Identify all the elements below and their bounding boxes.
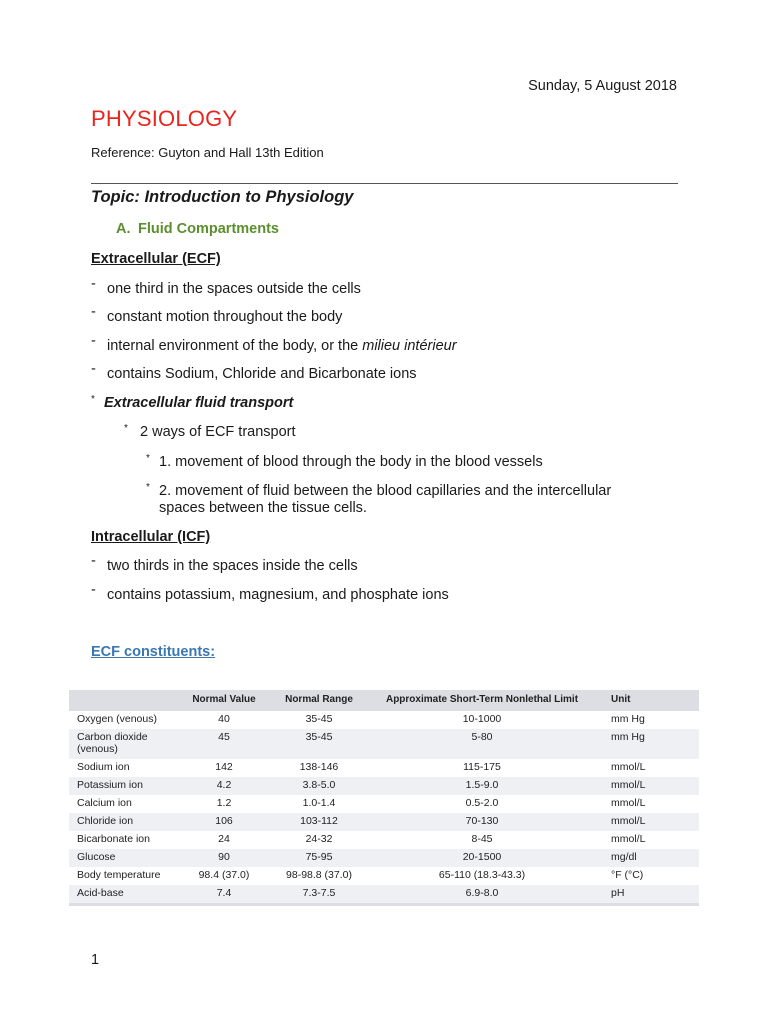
icf-heading: Intracellular (ICF) [91,529,211,545]
dash-bullet: - [91,276,96,292]
dash-bullet: - [91,304,96,320]
table-cell: 45 [218,731,230,743]
column-header: Normal Value [192,694,256,705]
table-cell: 103-112 [300,815,338,827]
star-bullet: * [146,453,150,464]
table-cell: mmol/L [611,797,646,809]
table-cell: 20-1500 [462,851,502,863]
table-cell: °F (°C) [611,869,644,881]
table-cell: 35-45 [305,731,333,743]
table-cell: 35-45 [305,713,333,725]
list-item-text: contains Sodium, Chloride and Bicarbonate ions [107,366,417,382]
table-cell: 4.2 [216,779,232,791]
table-cell: 70-130 [465,815,499,827]
table-cell: 1.0-1.4 [302,797,336,809]
table-cell: 75-95 [305,851,333,863]
table-cell: 7.4 [216,887,232,899]
table-cell: Acid-base [77,887,124,899]
table-cell: Carbon dioxide (venous) [77,731,148,755]
table-cell: 1.2 [216,797,232,809]
table-cell: Oxygen (venous) [77,713,157,725]
dash-bullet: - [91,361,96,377]
table-cell: Glucose [77,851,116,863]
table-row [69,831,699,849]
table-cell: Chloride ion [77,815,134,827]
table-cell: mmol/L [611,779,646,791]
table-cell: mm Hg [611,731,645,743]
table-row [69,867,699,885]
table-row [69,813,699,831]
table-cell: 7.3-7.5 [302,887,336,899]
table-cell: mmol/L [611,815,646,827]
table-cell: Bicarbonate ion [77,833,150,845]
table-cell: 5-80 [471,731,493,743]
table-cell: mmol/L [611,761,646,773]
table-cell: 0.5-2.0 [465,797,499,809]
table-cell: 1.5-9.0 [465,779,499,791]
table-cell: 8-45 [471,833,493,845]
table-row [69,777,699,795]
table-cell: 142 [215,761,233,773]
table-cell: Potassium ion [77,779,143,791]
table-cell: 3.8-5.0 [302,779,336,791]
dash-bullet: - [91,333,96,349]
page-title: PHYSIOLOGY [91,106,238,131]
table-row [69,711,699,729]
dash-bullet: - [91,582,96,598]
dash-bullet: - [91,553,96,569]
reference-line: Reference: Guyton and Hall 13th Edition [91,145,324,160]
section-label: Fluid Compartments [138,221,279,237]
table-cell: 106 [215,815,233,827]
table-cell: Sodium ion [77,761,130,773]
ecf-heading: Extracellular (ECF) [91,251,221,267]
star-bullet: * [146,482,150,493]
list-item-text: contains potassium, magnesium, and phosphate ions [107,587,449,603]
table-cell: 6.9-8.0 [465,887,499,899]
transport-way-text: 1. movement of blood through the body in the blood vessels [159,454,543,470]
table-cell: 65-110 (18.3-43.3) [438,869,526,881]
topic-heading: Topic: Introduction to Physiology [91,188,354,206]
table-cell: 90 [218,851,230,863]
table-row [69,729,699,759]
list-item-text: one third in the spaces outside the cells [107,281,361,297]
transport-heading: Extracellular fluid transport [104,395,294,411]
table-cell: 138-146 [299,761,339,773]
horizontal-divider [91,183,678,184]
section-marker: A. [116,221,131,237]
ecf-constituents-heading: ECF constituents: [91,644,216,660]
table-cell: mg/dl [611,851,637,863]
table-cell: mmol/L [611,833,646,845]
table-cell: 10-1000 [462,713,502,725]
table-cell: 98.4 (37.0) [198,869,250,881]
table-cell: Body temperature [77,869,161,881]
column-header: Approximate Short-Term Nonlethal Limit [385,694,579,705]
ecf-constituents-table [69,690,699,906]
table-cell: 24 [218,833,230,845]
table-cell: 115-175 [463,761,501,773]
table-cell: 98-98.8 (37.0) [286,869,352,881]
table-row [69,849,699,867]
table-row [69,759,699,777]
table-cell: 40 [218,713,230,725]
table-cell: mm Hg [611,713,645,725]
table-cell: pH [611,887,625,899]
table-cell: 24-32 [305,833,333,845]
column-header: Normal Range [285,694,353,705]
section-heading [116,221,279,237]
column-header [69,690,181,711]
list-item-text [107,338,457,354]
table-cell: Calcium ion [77,797,132,809]
list-item-text: two thirds in the spaces inside the cells [107,558,358,574]
star-bullet: * [91,394,95,405]
table-row [69,885,699,905]
page-number: 1 [91,952,100,968]
table-row [69,795,699,813]
transport-subheading: 2 ways of ECF transport [140,424,296,440]
italic-term: milieu intérieur [362,338,457,354]
transport-way-text: 2. movement of fluid between the blood capillaries and the intercellular spaces between the tissue cells. [159,483,612,516]
star-bullet: * [124,423,128,434]
document-date: Sunday, 5 August 2018 [528,78,677,94]
column-header: Unit [611,694,631,705]
table-header-row [69,690,699,711]
list-item-text: constant motion throughout the body [107,309,343,325]
list-item-text-plain: internal environment of the body, or the [107,338,363,354]
